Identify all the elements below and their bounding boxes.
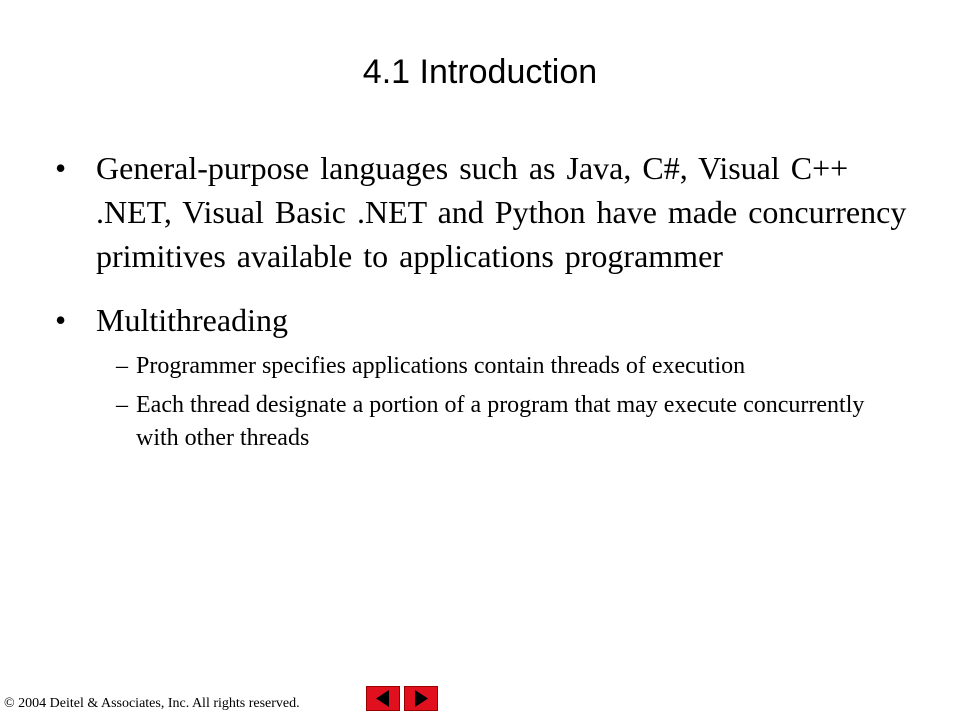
bullet-item (52, 298, 912, 342)
next-slide-button[interactable] (404, 686, 438, 711)
sub-bullet-marker: – (116, 392, 128, 418)
bullet-marker: • (55, 302, 67, 338)
previous-slide-button[interactable] (366, 686, 400, 711)
bullet-item (52, 146, 912, 278)
copyright-footer: © 2004 Deitel & Associates, Inc. All rights reserved. (4, 696, 300, 711)
bullet-text: General-purpose languages such as Java, C#, Visual C++ .NET, Visual Basic .NET and Python have made concurrency primitives available to applications programmer (96, 150, 907, 274)
triangle-left-icon (367, 687, 399, 710)
sub-list (52, 350, 912, 455)
slide-body (52, 146, 912, 461)
bullet-text: Multithreading (96, 302, 288, 338)
sub-bullet-item (52, 389, 912, 455)
sub-bullet-text: Programmer specifies applications contain threads of execution (136, 353, 746, 379)
triangle-right-icon (405, 687, 437, 710)
slide-title: 4.1 Introduction (362, 53, 598, 91)
bullet-marker: • (55, 150, 67, 186)
sub-bullet-item (52, 350, 912, 383)
sub-bullet-text: Each thread designate a portion of a program that may execute concurrently with other threads (136, 392, 865, 451)
sub-bullet-marker: – (116, 353, 128, 379)
